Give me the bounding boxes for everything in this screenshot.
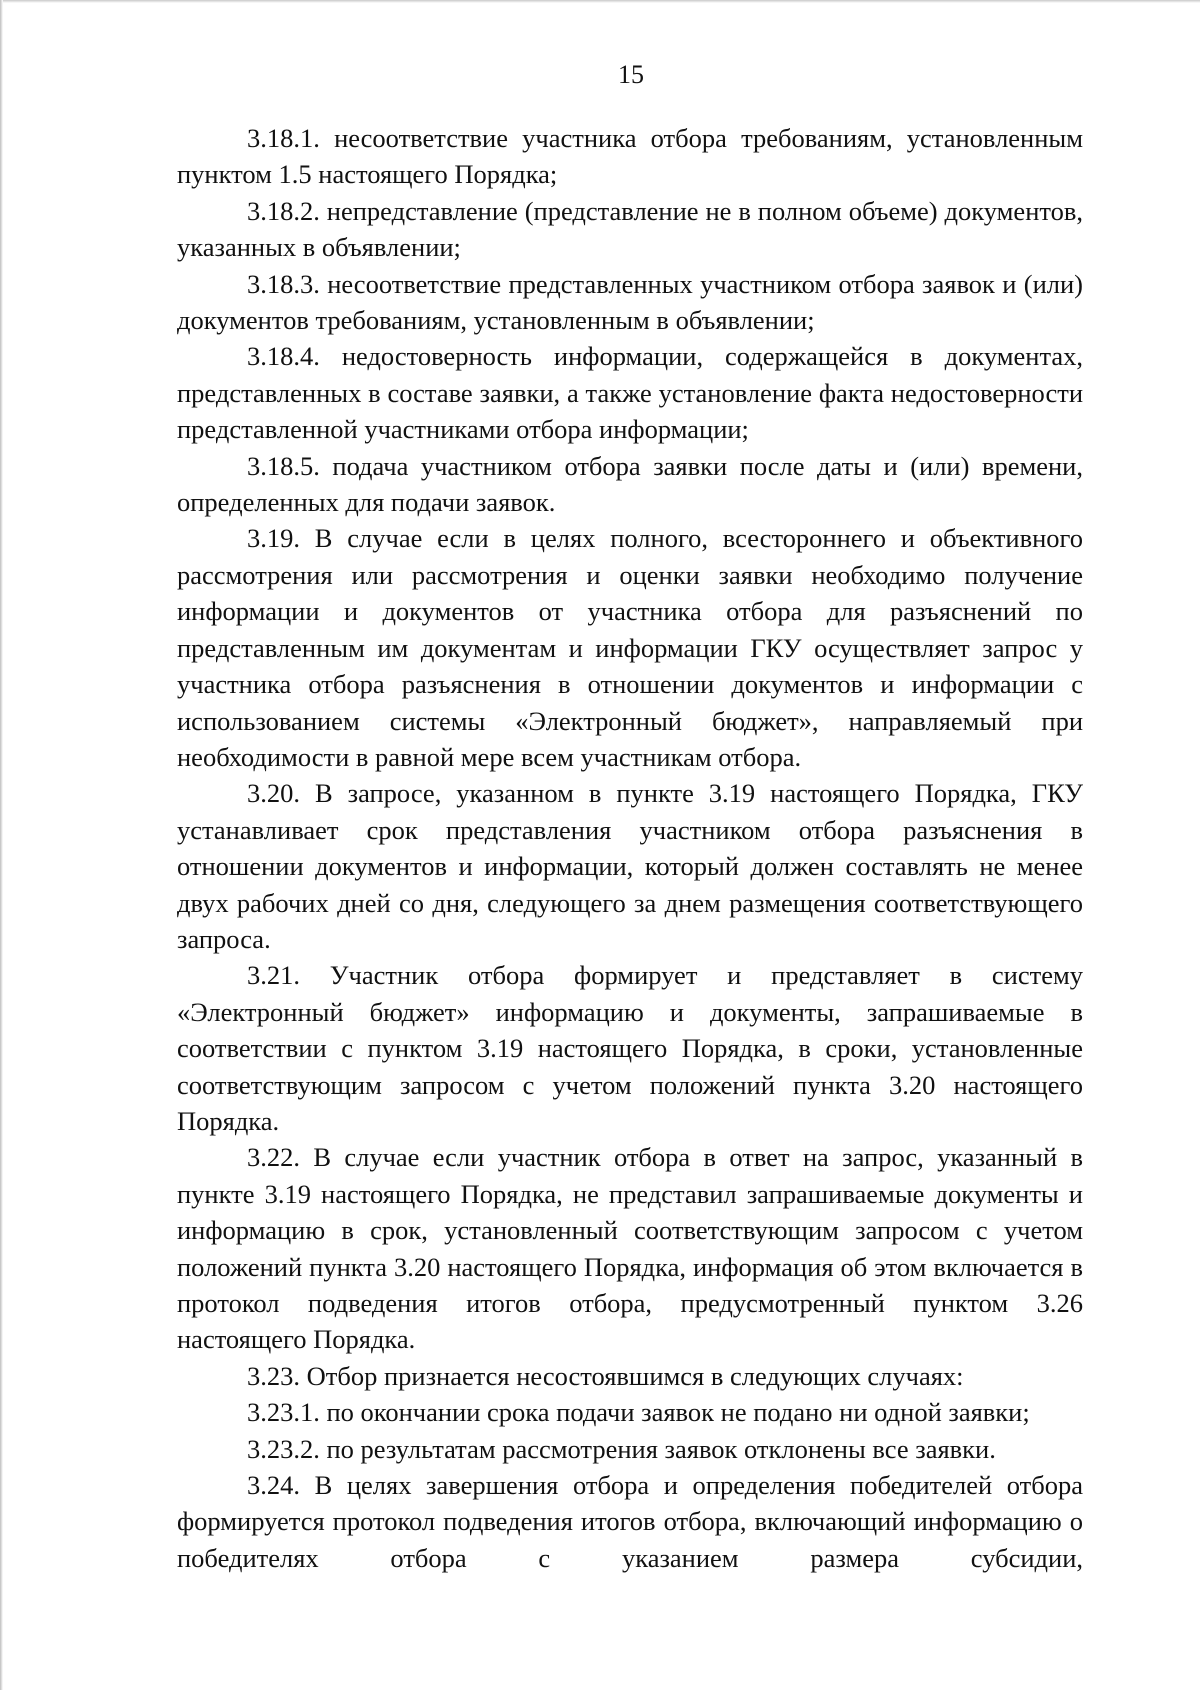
paragraph-3-23: 3.23. Отбор признается несостоявшимся в следующих случаях: [247, 1360, 964, 1391]
document-body [177, 120, 1083, 1576]
page-number: 15 [618, 60, 644, 89]
paragraph-3-22: 3.22. В случае если участник отбора в ответ на запрос, указанный в пункте 3.19 настоящего Порядка, не представил запрашиваемые документы и информацию в срок, установленный соответствующим запросом с учетом положений пункта 3.20 настоящего Порядка, информация об этом включается в протокол подведения итогов отбора, предусмотренный пунктом 3.26 настоящего Порядка. [177, 1142, 1083, 1355]
paragraph-3-19: 3.19. В случае если в целях полного, всестороннего и объективного рассмотрения или рассмотрения и оценки заявки необходимо получение информации и документов от участника отбора для разъяснений по представленным им документам и информации ГКУ осуществляет запрос у участника отбора разъяснения в отношении документов и информации с использованием системы «Электронный бюджет», направляемый при необходимости в равной мере всем участникам отбора. [177, 523, 1083, 772]
paragraph-3-18-1: 3.18.1. несоответствие участника отбора требованиям, установленным пунктом 1.5 настоящего Порядка; [177, 123, 1083, 190]
paragraph-3-18-2: 3.18.2. непредставление (представление не в полном объеме) документов, указанных в объявлении; [177, 195, 1083, 263]
scan-edge-top [0, 0, 1200, 3]
paragraph-3-21: 3.21. Участник отбора формирует и представляет в систему «Электронный бюджет» информацию и документы, запрашиваемые в соответствии с пунктом 3.19 настоящего Порядка, в сроки, установленные соответствующим запросом с учетом положений пункта 3.20 настоящего Порядка. [177, 960, 1083, 1136]
paragraph-3-18-3: 3.18.3. несоответствие представленных участником отбора заявок и (или) документов требованиям, установленным в объявлении; [177, 268, 1083, 336]
paragraph-3-24: 3.24. В целях завершения отбора и определения победителей отбора формируется протокол подведения итогов отбора, включающий информацию о победителях отбора с указанием размера субсидии, [177, 1470, 1083, 1573]
paragraph-3-23-2: 3.23.2. по результатам рассмотрения заявок отклонены все заявки. [247, 1433, 996, 1464]
paragraph-3-18-5: 3.18.5. подача участником отбора заявки после даты и (или) времени, определенных для подачи заявок. [177, 450, 1083, 518]
paragraph-3-23-1: 3.23.1. по окончании срока подачи заявок не подано ни одной заявки; [247, 1397, 1030, 1428]
scan-edge-left [0, 0, 3, 1690]
paragraph-3-18-4: 3.18.4. недостоверность информации, содержащейся в документах, представленных в составе заявки, а также установление факта недостоверности представленной участниками отбора информации; [177, 341, 1083, 445]
paragraph-3-20: 3.20. В запросе, указанном в пункте 3.19 настоящего Порядка, ГКУ устанавливает срок представления участником отбора разъяснения в отношении документов и информации, который должен составлять не менее двух рабочих дней со дня, следующего за днем размещения соответствующего запроса. [177, 778, 1083, 954]
